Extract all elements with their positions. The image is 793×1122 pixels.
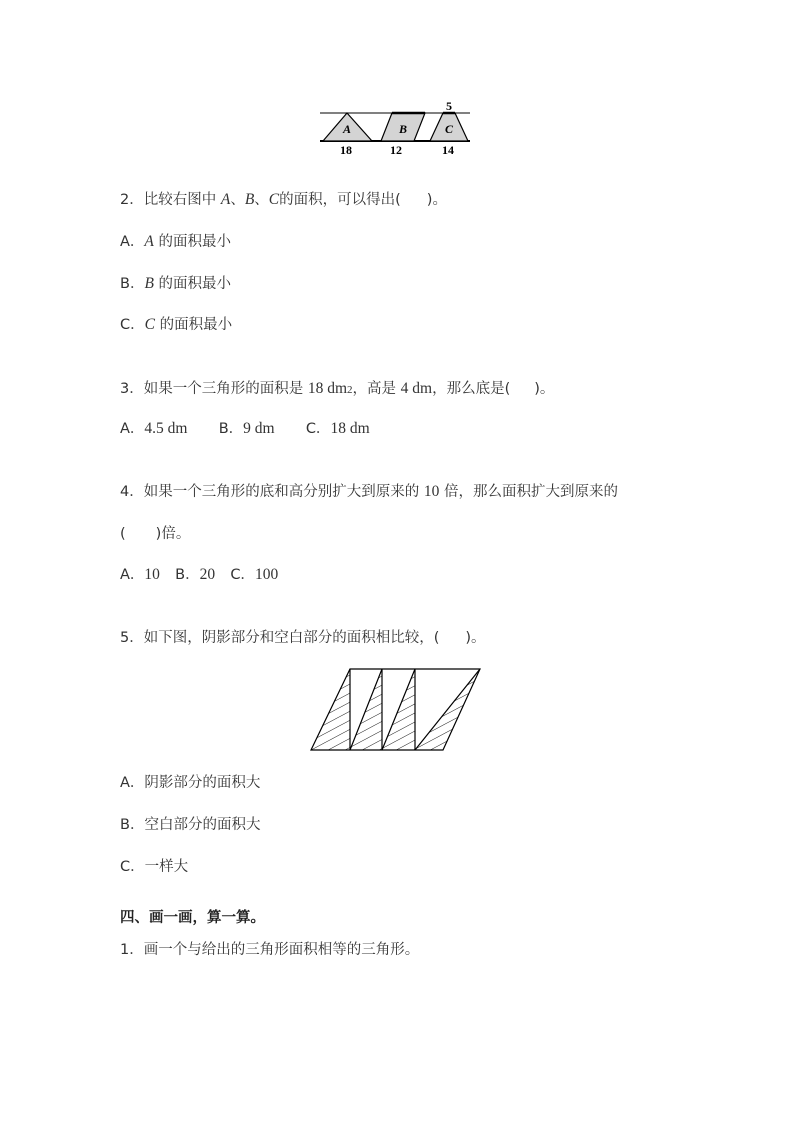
variable-a: A [220,191,231,208]
variable-b: B [244,191,255,208]
option-letter: A． [120,567,145,583]
parallelogram-b-base-label: 12 [390,143,402,157]
trapezoid-c-label: C [444,122,454,136]
triangle-a-label: A [342,122,352,136]
option-value: 18 dm [330,420,370,437]
option-value: 4.5 dm [144,420,188,437]
option-letter: B． [120,817,145,833]
question-text: ，高是 [352,381,397,397]
question-text: 倍，那么面积扩大到原来的 [443,484,618,500]
question-text: 比较右图中 [143,192,217,208]
question-4 [120,482,618,502]
option-letter: A． [120,775,145,791]
hatched-parallelogram-figure [300,660,490,760]
question-number: 2． [120,192,144,208]
q5-option-b [120,815,260,835]
question-text: ( [120,526,126,542]
option-text: 阴影部分的面积大 [144,775,261,791]
factor-value: 10 [423,483,440,500]
option-letter: C． [120,317,145,333]
question-text: )。 [465,630,486,646]
option-text: 一样大 [144,859,189,875]
option-value: 10 [144,566,160,583]
q2-option-a [120,232,231,252]
question-text: ，那么底是( [432,381,511,397]
option-letter: C． [120,859,145,875]
q2-option-b [120,274,231,294]
shapes-comparison-figure [310,95,480,160]
option-value: 100 [254,566,279,583]
trapezoid-c-top-label: 5 [446,99,452,113]
trapezoid-c-base-label: 14 [442,143,454,157]
question-text: 如果一个三角形的底和高分别扩大到原来的 [143,484,420,500]
option-value: 9 dm [243,420,275,437]
option-text: 空白部分的面积大 [144,817,261,833]
q5-option-a [120,773,260,793]
variable-c: C [268,191,280,208]
question-number: 3． [120,381,144,397]
option-letter: A． [120,421,145,437]
area-value: 18 dm [307,380,348,397]
option-variable: A [144,233,154,250]
question-text: 如下图，阴影部分和空白部分的面积相比较，( [143,630,440,646]
question-text: 的面积，可以得出( [279,192,401,208]
parallelogram-b-label: B [398,122,408,136]
triangle-a-base-label: 18 [340,143,352,157]
option-letter: C． [305,421,331,437]
option-variable: B [144,275,154,292]
option-letter: B． [175,567,200,583]
height-value: 4 dm [400,380,433,397]
option-value: 20 [199,566,216,583]
option-text: 的面积最小 [159,317,233,333]
option-letter: C． [230,567,255,583]
question-2 [120,190,447,210]
q3-options [120,419,370,439]
q4-options [120,565,278,585]
question-text: )。 [534,381,555,397]
question-number: 1． [120,942,144,958]
section-4-question-1 [120,940,419,960]
question-number: 4． [120,484,144,500]
option-letter: A． [120,234,145,250]
question-3 [120,379,554,400]
q5-option-c [120,857,188,877]
q2-option-c [120,315,232,335]
option-variable: C [144,316,155,333]
option-letter: B． [120,276,145,292]
option-letter: B． [218,421,244,437]
question-5 [120,628,486,648]
question-text: 画一个与给出的三角形面积相等的三角形。 [143,942,420,958]
question-text: 如果一个三角形的面积是 [143,381,304,397]
question-text: )。 [426,192,447,208]
section-4-heading: 四、画一画，算一算。 [120,910,265,926]
separator: 、 [230,192,245,208]
question-text: )倍。 [155,526,191,542]
question-4-line2 [120,524,190,544]
option-text: 的面积最小 [158,234,231,250]
separator: 、 [254,192,269,208]
question-number: 5． [120,630,144,646]
area-unit-exponent: 2 [347,384,353,396]
option-text: 的面积最小 [158,276,232,292]
